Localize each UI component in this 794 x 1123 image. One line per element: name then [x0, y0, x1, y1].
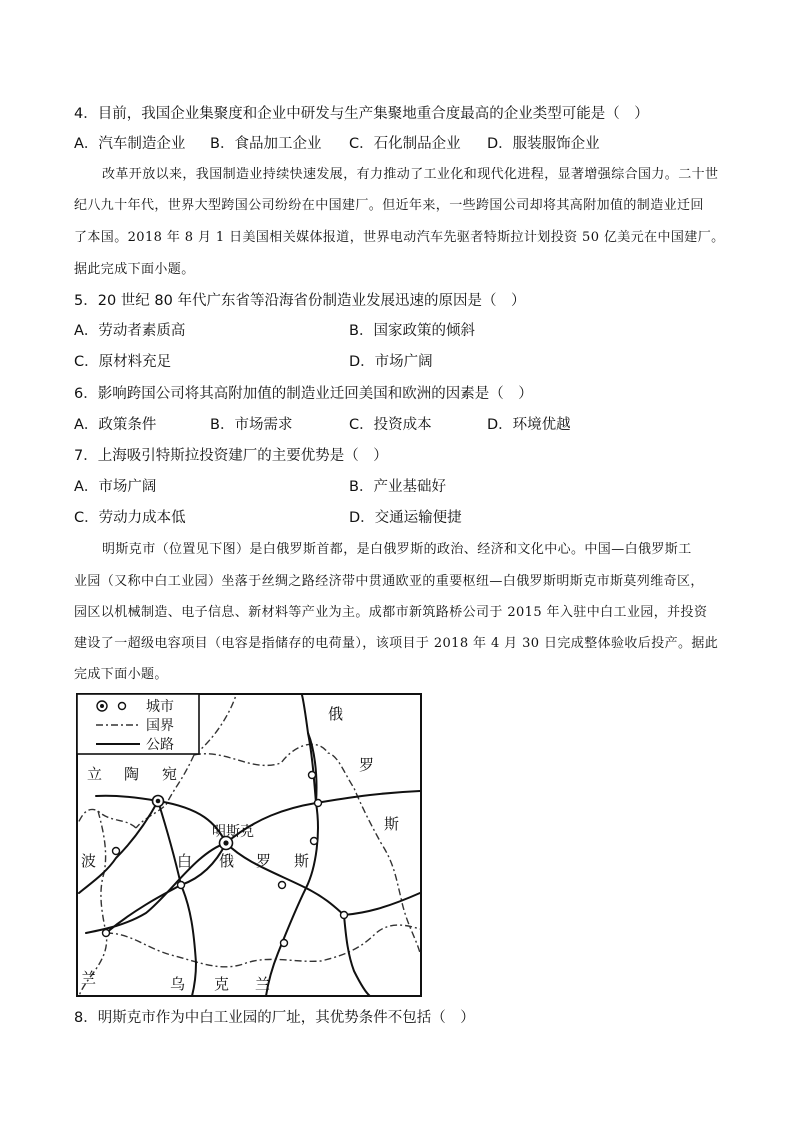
- city-dot: [309, 772, 316, 779]
- q4-stem: 4．目前，我国企业集聚度和企业中研发与生产集聚地重合度最高的企业类型可能是（ ）: [74, 106, 649, 122]
- passage1-line-4: 据此完成下面小题。: [74, 262, 195, 277]
- q7-option-c: C．劳动力成本低: [74, 510, 186, 526]
- label-minsk: 明斯克: [212, 824, 254, 840]
- label-belarus: 斯: [294, 852, 310, 870]
- label-ukraine: 克: [214, 975, 230, 993]
- city-dot: [103, 930, 110, 937]
- passage1-line-2: 纪八九十年代，世界大型跨国公司纷纷在中国建厂。但近年来，一些跨国公司却将其高附加值的制造业迁回: [74, 198, 704, 213]
- q5-option-d: D．市场广阔: [349, 354, 433, 370]
- passage2-line-3: 园区以机械制造、电子信息、新材料等产业为主。成都市新筑路桥公司于 2015 年入驻中白工业园，并投资: [74, 605, 708, 620]
- q8-stem: 8．明斯克市作为中白工业园的厂址，其优势条件不包括（ ）: [74, 1010, 475, 1026]
- q5-option-c: C．原材料充足: [74, 354, 172, 370]
- map-legend: [77, 694, 199, 754]
- label-russia: 罗: [359, 756, 375, 774]
- city-dot: [341, 912, 348, 919]
- label-russia: 斯: [384, 815, 400, 833]
- q6-option-b: B．市场需求: [210, 417, 293, 433]
- label-belarus: 俄: [219, 852, 235, 870]
- q7-option-b: B．产业基础好: [349, 479, 446, 495]
- label-ukraine: 乌: [170, 975, 186, 993]
- label-ukraine: 兰: [255, 975, 271, 993]
- city-dot: [281, 940, 288, 947]
- label-belarus: 白: [177, 852, 193, 870]
- q5-option-b: B．国家政策的倾斜: [349, 323, 475, 339]
- city-dot: [315, 800, 322, 807]
- legend-border-label: 国界: [146, 718, 174, 734]
- q7-option-d: D．交通运输便捷: [349, 510, 462, 526]
- city-dot: [113, 848, 120, 855]
- label-lithuania: 宛: [162, 765, 178, 783]
- q4-option-b: B．食品加工企业: [210, 136, 322, 152]
- q7-option-a: A．市场广阔: [74, 479, 157, 495]
- q4-option-c: C．石化制品企业: [349, 136, 461, 152]
- belarus-map: [76, 693, 422, 997]
- legend-road-label: 公路: [146, 737, 174, 753]
- label-russia: 俄: [328, 705, 344, 723]
- label-lithuania: 陶: [124, 765, 140, 783]
- q6-option-d: D．环境优越: [487, 417, 571, 433]
- q5-option-a: A．劳动者素质高: [74, 323, 186, 339]
- q4-option-d: D．服装服饰企业: [487, 136, 600, 152]
- q6-stem: 6．影响跨国公司将其高附加值的制造业迁回美国和欧洲的因素是（ ）: [74, 386, 533, 402]
- passage2-line-1: 明斯克市（位置见下图）是白俄罗斯首都，是白俄罗斯的政治、经济和文化中心。中国—白俄罗斯工: [102, 542, 692, 557]
- passage2-line-5: 完成下面小题。: [74, 667, 168, 682]
- city-vilnius: [153, 796, 164, 807]
- city-dot: [178, 882, 185, 889]
- label-lithuania: 立: [87, 765, 103, 783]
- q4-option-a: A．汽车制造企业: [74, 136, 186, 152]
- q6-option-a: A．政策条件: [74, 417, 157, 433]
- label-poland: 兰: [81, 969, 97, 987]
- q6-option-c: C．投资成本: [349, 417, 432, 433]
- q7-stem: 7．上海吸引特斯拉投资建厂的主要优势是（ ）: [74, 448, 388, 464]
- passage2-line-4: 建设了一超级电容项目（电容是指储存的电荷量），该项目于 2018 年 4 月 30 日完成整体验收后投产。据此: [74, 636, 719, 651]
- passage1-line-1: 改革开放以来，我国制造业持续快速发展，有力推动了工业化和现代化进程，显著增强综合国力。二十世: [102, 167, 719, 182]
- label-belarus: 罗: [256, 852, 272, 870]
- city-dot: [279, 882, 286, 889]
- legend-city-label: 城市: [146, 699, 174, 715]
- passage2-line-2: 业园（又称中白工业园）坐落于丝绸之路经济带中贯通欧亚的重要枢纽—白俄罗斯明斯克市斯莫列维奇区，: [74, 574, 704, 589]
- passage1-line-3: 了本国。2018 年 8 月 1 日美国相关媒体报道，世界电动汽车先驱者特斯拉计划投资 50 亿美元在中国建厂。: [74, 230, 725, 245]
- q5-stem: 5．20 世纪 80 年代广东省等沿海省份制造业发展迅速的原因是（ ）: [74, 293, 526, 309]
- legend-city-icon: [119, 703, 126, 710]
- label-poland: 波: [81, 852, 97, 870]
- city-dot: [311, 838, 318, 845]
